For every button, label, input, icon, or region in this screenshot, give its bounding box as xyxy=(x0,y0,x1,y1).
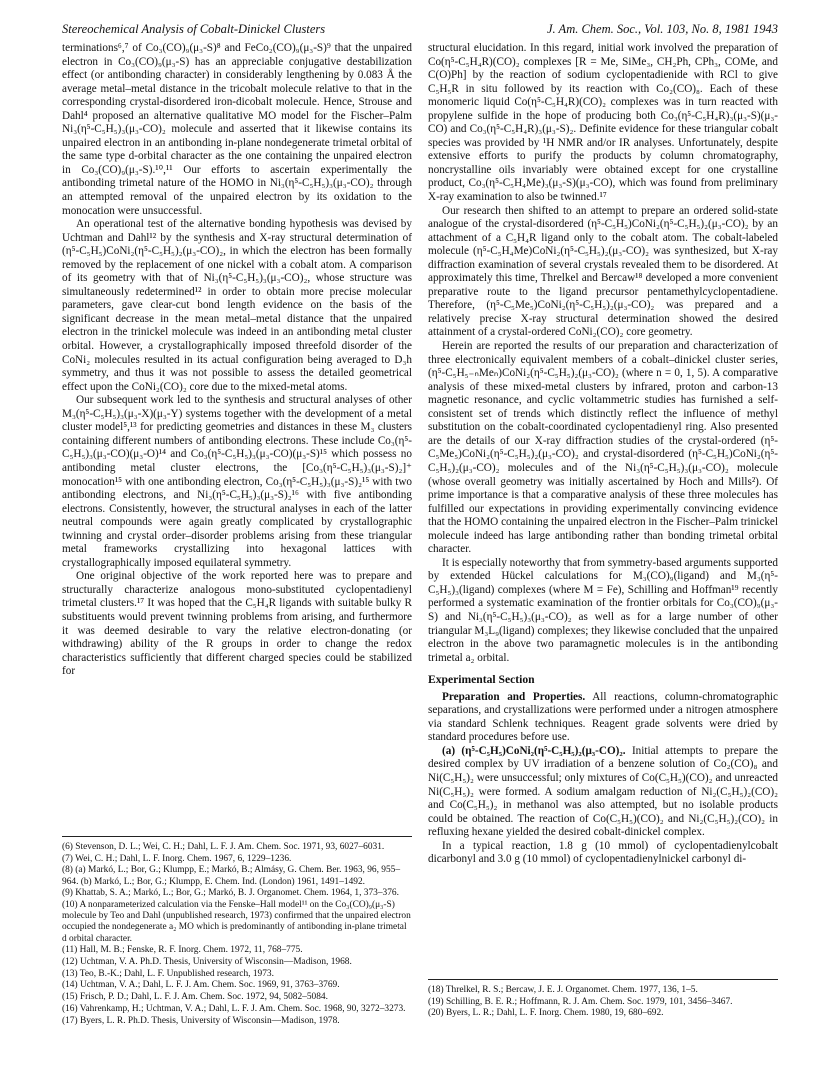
footnote: (7) Wei, C. H.; Dahl, L. F. Inorg. Chem. 1967, 6, 1229–1236. xyxy=(62,853,292,864)
body-paragraph: In a typical reaction, 1.8 g (10 mmol) of cyclopentadienylcobalt dicarbonyl and 3.0 g (10 mmol) of cyclopentadienylnickel carbonyl di- xyxy=(428,839,778,866)
body-paragraph: structural elucidation. In this regard, initial work involved the preparation of Co(η⁵-C₅H₄R)(CO)₂ complexes [R = Me, SiMe₃, CH₂Ph, CPh₃, COMe, and C(O)Ph] by the reaction of sodium cyclopentadienide with RCl to give C₅H₅R in situ followed by its reaction with Co₂(CO)₈. Each of these monomeric liquid Co(η⁵-C₅H₄R)(CO)₂ complexes was in turn reacted with propylene sulfide in the hope of producing both Co₃(η⁵-C₅H₄R)₃(μ₃-S)(μ₃-CO) and Co₃(η⁵-C₅H₄R)₃(μ₃-S)₂. Definite evidence for these triangular cobalt species was provided by ¹H NMR and/or IR analyses. Unfortunately, despite extensive efforts to purify the products by column chromatography, noncrystalline oils invariably were obtained except for one crystalline product, Co₃(η⁵-C₅H₄Me)₃(μ₃-S)(μ₃-CO), which was found from preliminary X-ray examination to also be twinned.¹⁷ xyxy=(428,42,778,204)
footnote: (20) Byers, L. R.; Dahl, L. F. Inorg. Chem. 1980, 19, 680–692. xyxy=(428,1008,664,1019)
footnote: (11) Hall, M. B.; Fenske, R. F. Inorg. Chem. 1972, 11, 768–775. xyxy=(62,945,303,956)
footnote-divider xyxy=(62,836,412,837)
footnote: (9) Khattab, S. A.; Markó, L.; Bor, G.; Markó, B. J. Organomet. Chem. 1964, 1, 373–376. xyxy=(62,888,399,899)
footnote: (13) Teo, B.-K.; Dahl, L. F. Unpublished research, 1973. xyxy=(62,968,274,979)
footnote: (12) Uchtman, V. A. Ph.D. Thesis, University of Wisconsin—Madison, 1968. xyxy=(62,957,352,968)
journal-citation: J. Am. Chem. Soc., Vol. 103, No. 8, 1981 1943 xyxy=(546,22,778,36)
subsection-title: Preparation and Properties. xyxy=(442,690,586,703)
body-paragraph: It is especially noteworthy that from symmetry-based arguments supported by extended Hückel calculations for M₃(CO)₉(ligand) and M₃(η⁵-C₅H₅)₃(ligand) complexes (where M = Fe), Schilling and Hoffman¹⁹ recently performed a systematic examination of the frontier orbitals for Co₃(CO)₉(μ₃-S) and Ni₃(η⁵-C₅H₅)₃(μ₃-CO)₂ as well as for a large number of other triangular M₃L₉(ligand) complexes; they likewise concluded that the unpaired electron in the above two paramagnetic molecules is in the antibonding trimetal a₂ orbital. xyxy=(428,556,778,664)
section-heading: Experimental Section xyxy=(428,673,535,687)
right-column xyxy=(428,42,778,867)
body-paragraph: One original objective of the work reported here was to prepare and structurally characterize analogous mono-substituted cyclopentadienyl trimetal clusters.¹⁷ It was hoped that the C₅H₄R ligands with suitable bulky R substituents would prevent twinning problems from arising, and furthermore it was deemed desirable to vary the relative electron-donating (or withdrawing) ability of the R groups in order to change the redox characteristics sufficiently that different charged species could be stabilized for xyxy=(62,570,412,678)
footnotes-right xyxy=(428,985,778,1020)
body-paragraph: Our research then shifted to an attempt to prepare an ordered solid-state analogue of the crystal-disordered (η⁵-C₅H₅)CoNi₂(η⁵-C₅H₅)₂(μ₃-CO)₂ by an attachment of a C₅H₄R ligand only to the cobalt atom. The cobalt-labeled molecule (η⁵-C₅H₄Me)CoNi₂(η⁵-C₅H₅)₂(μ₃-CO)₂ was synthesized, but X-ray diffraction examination of several crystals revealed them to be disordered. At approximately this time, Threlkel and Bercaw¹⁸ developed a more convenient preparative route to the ligand precursor pentamethylcyclopentadiene. Therefore, (η⁵-C₅Me₅)CoNi₂(η⁵-C₅H₅)₂(μ₃-CO)₂ was prepared and a relatively precise X-ray structural determination showed the desired attainment of a crystal-ordered CoNi₂(CO)₂ core geometry. xyxy=(428,204,778,339)
paragraph-text: All reactions, column-chromatographic separations, and crystallizations were performed under a nitrogen atmosphere via standard Schlenk techniques. Reagent grade solvents were dried by standard procedures before use. xyxy=(428,690,779,744)
running-title: Stereochemical Analysis of Cobalt-Dinickel Clusters xyxy=(62,22,326,36)
body-paragraph: Herein are reported the results of our preparation and characterization of three electronically equivalent members of a cobalt–dinickel cluster series, (η⁵-C₅H₅₋ₙMeₙ)CoNi₂(η⁵-C₅H₅)₂(μ₃-CO)₂ (where n = 0, 1, 5). A comparative analysis of these mixed-metal clusters by infrared, proton and carbon-13 magnetic resonance, and cyclic voltammetric studies has furnished a self-consistent set of trends which distinctly reflect the influence of methyl substitution on the cobalt-coordinated cyclopentadienyl ring. Also presented are the details of our X-ray diffraction studies of the crystal-ordered (η⁵-C₅Me₅)CoNi₂(η⁵-C₅H₅)₂(μ₃-CO)₂ and crystal-disordered (η⁵-C₅H₅)CoNi₂(η⁵-C₅H₅)₂(μ₃-CO)₂ molecules and of the Ni₃(η⁵-C₅H₅)₃(μ₃-CO)₂ molecule (whose overall geometry was initially ascertained by Hoch and Mills²). Of prime importance is that a comparative analysis of these three molecules has fulfilled our expectations in providing experimentally convincing evidence that the HOMO containing the unpaired electron in the Fischer–Palm trinickel molecule indeed has large antibonding rather than bonding trimetal orbital character. xyxy=(428,340,778,556)
footnote: (18) Threlkel, R. S.; Bercaw, J. E. J. Organomet. Chem. 1977, 136, 1–5. xyxy=(428,985,698,995)
body-paragraph xyxy=(428,691,778,745)
body-paragraph: terminations⁶,⁷ of Co₃(CO)₉(μ₃-S)⁸ and FeCo₂(CO)₉(μ₃-S)⁹ that the unpaired electron in Co₃(CO)₉(μ₃-S) has an appreciable conjugative destabilization effect (or antibonding character) in considerably lengthening by 0.083 Å the average metal–metal distance in the tricobalt molecule relative to that in the corresponding crystal-disordered iron-dicobalt molecule. Hence, Strouse and Dahl⁴ proposed an alternative qualitative MO model for the Fischer–Palm Ni₃(η⁵-C₅H₅)₃(μ₃-CO)₂ molecule and asserted that it likewise contains its unpaired electron in an antibonding in-plane nondegenerate trimetal orbital of the same type d-orbital character as the one containing the unpaired electron in Co₃(CO)₉(μ₃-S).¹⁰,¹¹ Our efforts to ascertain experimentally the antibonding trimetal nature of the HOMO in Ni₃(η⁵-C₅H₅)₃(μ₃-CO)₂ through an attempted removal of the unpaired electron by its oxidation to the monocation were unsuccessful. xyxy=(62,42,412,217)
body-paragraph xyxy=(428,745,778,840)
running-header xyxy=(62,22,778,38)
footnote: (19) Schilling, B. E. R.; Hoffmann, R. J. Am. Chem. Soc. 1979, 101, 3456–3467. xyxy=(428,996,733,1007)
body-paragraph: Our subsequent work led to the synthesis and structural analyses of other M₃(η⁵-C₅H₅)₃(μ₃-X)(μ₃-Y) systems together with the development of a metal cluster model⁵,¹³ for predicting geometries and distances in these M₃ clusters containing different numbers of antibonding electrons. These include Co₃(η⁵-C₅H₅)₃(μ₃-CO)(μ₃-O)¹⁴ and Co₃(η⁵-C₅H₅)₃(μ₃-CO)(μ₃-S)¹⁵ which possess no antibonding metal cluster electrons, the [Co₃(η⁵-C₅H₅)₃(μ₃-S)₂]⁺ monocation¹⁵ with one antibonding electron, Co₃(η⁵-C₅H₅)₃(μ₃-S)₂¹⁵ with two antibonding electrons, and Ni₃(η⁵-C₅H₅)₃(μ₃-S)₂¹⁶ with five antibonding electrons. Consistently, however, the structural analyses in each of the latter neutral compounds were again greatly complicated by crystallographic twinning and crystal order–disorder problems arising from these triangular metal frameworks crystallizing into hexagonal lattices with crystallographically imposed equilateral symmetry. xyxy=(62,394,412,569)
footnote: (10) A nonparameterized calculation via the Fenske–Hall model¹¹ on the Co₃(CO)₉(μ₃-S) molecule by Teo and Dahl (unpublished research, 1973) confirmed that the unpaired electron occupied the nondegenerate a₂ MO which is predominantly of antibonding in-plane trimetal d orbital character. xyxy=(62,900,411,944)
footnote: (17) Byers, L. R. Ph.D. Thesis, University of Wisconsin—Madison, 1978. xyxy=(62,1015,340,1026)
footnote: (14) Uchtman, V. A.; Dahl, L. F. J. Am. Chem. Soc. 1969, 91, 3763–3769. xyxy=(62,980,340,991)
paragraph-text: Initial attempts to prepare the desired complex by UV irradiation of a benzene solution of Co₂(CO)₈ and Ni(C₅H₅)₂ were unsuccessful; only mixtures of Co(C₅H₅)(CO)₂ and unreacted Ni(C₅H₅)₂ were formed. A sodium amalgam reduction of Ni₂(C₅H₅)₂(CO)₂ and Co(C₅H₅)₂ in methanol was also attempted, but no isolable products could be obtained. The reaction of Co(C₅H₅)(CO)₂ and Ni₂(C₅H₅)₂(CO)₂ in refluxing hexane yielded the desired cobalt-dinickel complex. xyxy=(428,744,779,839)
footnote: (15) Frisch, P. D.; Dahl, L. F. J. Am. Chem. Soc. 1972, 94, 5082–5084. xyxy=(62,992,328,1003)
body-paragraph: An operational test of the alternative bonding hypothesis was devised by Uchtman and Dahl¹² by the synthesis and X-ray structural determination of (η⁵-C₅H₅)CoNi₂(η⁵-C₅H₅)₂(μ₃-CO)₂, in which the electron has been formally removed by the replacement of one nickel with a cobalt atom. A comparison of its geometry with that of Ni₃(η⁵-C₅H₅)₃(μ₃-CO)₂, whose structure was simultaneously redetermined¹² in order to obtain more precise molecular parameters, gave clear-cut bond length evidence on the basis of the significant decrease in the mean metal–metal distance that the unpaired electron in the trinickel molecule was indeed in an antibonding metal cluster orbital. However, a crystallographically imposed threefold disorder of the CoNi₂ molecules resulted in its actual configuration being averaged to D₃h symmetry, and thus it was not possible to assess the detailed geometrical effect upon the CoNi₂(CO)₂ core due to the mixed-metal atoms. xyxy=(62,218,412,393)
footnote: (8) (a) Markó, L.; Bor, G.; Klumpp, E.; Markó, B.; Almásy, G. Chem. Ber. 1963, 96, 955–964. (b) Markó, L.; Bor, G.; Klumpp, E. Chem. Ind. (London) 1961, 1491–1492. xyxy=(62,865,401,887)
footnote-divider xyxy=(428,979,778,980)
footnote: (16) Vahrenkamp, H.; Uchtman, V. A.; Dahl, L. F. J. Am. Chem. Soc. 1968, 90, 3272–3273. xyxy=(62,1003,406,1014)
left-column xyxy=(62,42,412,679)
subsection-title: (a) (η⁵-C₅H₅)CoNi₂(η⁵-C₅H₅)₂(μ₃-CO)₂. xyxy=(442,744,626,757)
footnotes-left xyxy=(62,842,412,1027)
footnote: (6) Stevenson, D. L.; Wei, C. H.; Dahl, L. F. J. Am. Chem. Soc. 1971, 93, 6027–6031. xyxy=(62,842,385,852)
